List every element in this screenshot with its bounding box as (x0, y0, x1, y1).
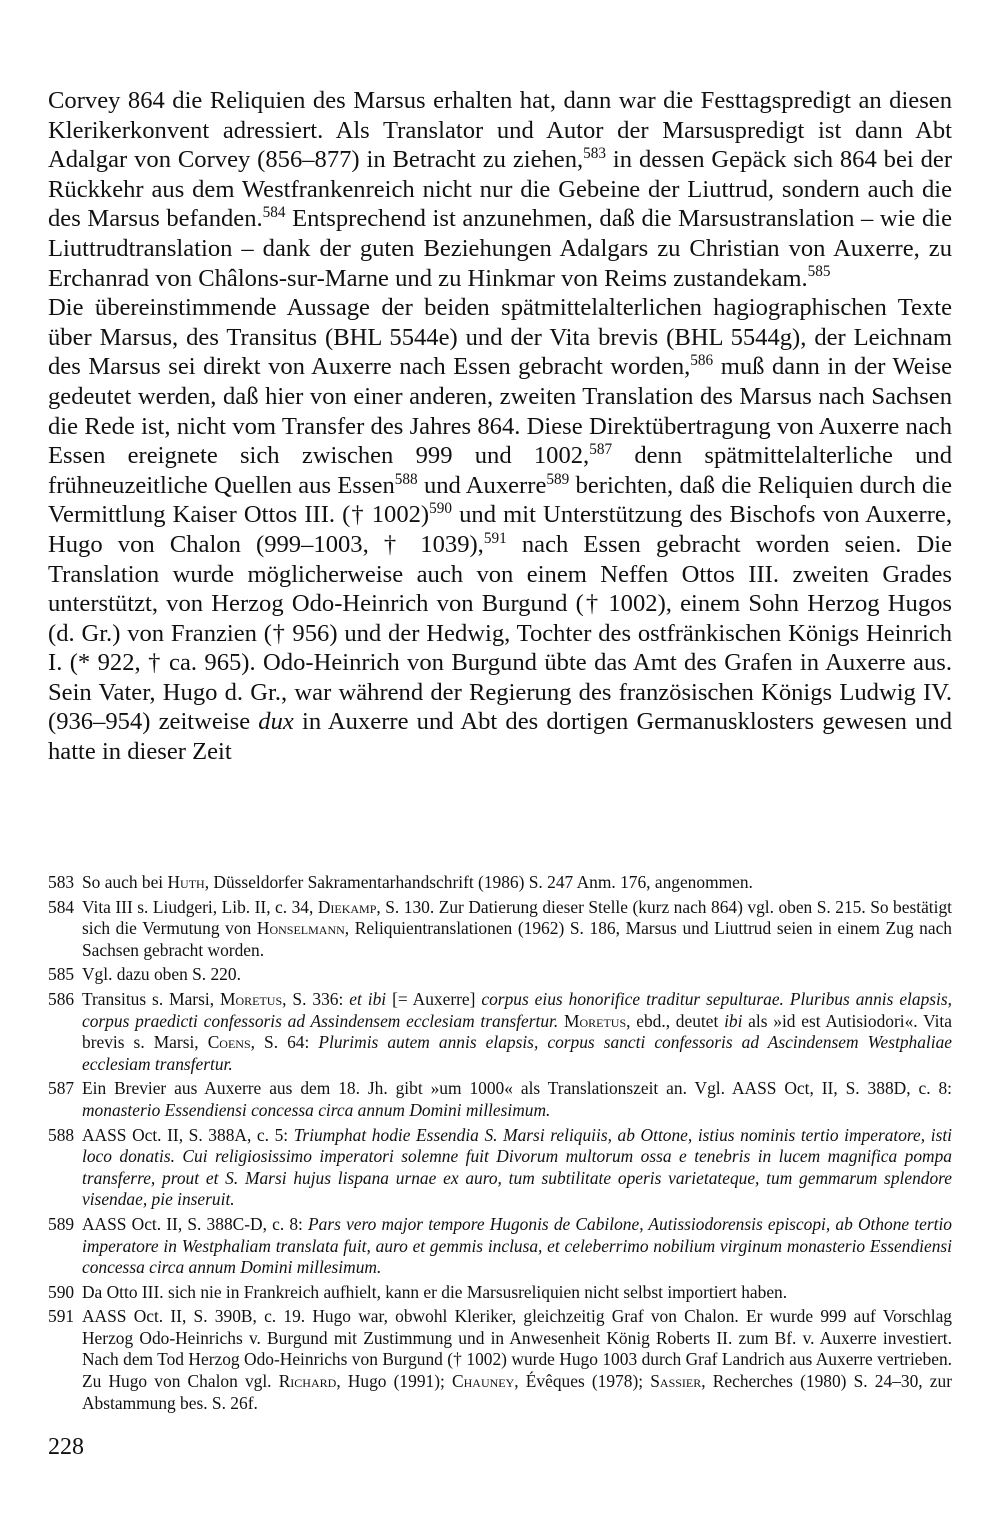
body-text: in dessen Gepäck sich 864 bei der Rückkehr aus dem Westfrankenreich nicht nur die Gebeine der Liuttrud, sondern auch die des Marsus befanden. (48, 146, 953, 233)
footnote-text: , Recherches (1980) S. 24–30, zur Abstammung bes. S. 26f. (82, 1371, 953, 1413)
footnote-ref: 591 (483, 529, 507, 547)
footnote-text: als »id est Autisiodori«. Vita brevis s. Marsi, (82, 1010, 952, 1053)
footnote-text: AASS Oct. II, S. 388C-D, c. 8: (82, 1213, 309, 1234)
body-text: und mit Unterstützung des Bischofs von Auxerre, Hugo von Chalon (999–1003, † 1039), (48, 501, 952, 558)
author-name: Coens (207, 1032, 251, 1053)
body-text: Die übereinstimmende Aussage der beiden spätmittelalterlichen hagiographischen Texte über Marsus, des Transitus (BHL 5544e) und der Vita brevis (BHL 5544g), der Leichnam des Marsus sei direkt von Auxerre nach Essen gebracht worden, (48, 294, 952, 381)
author-name: Chauney (452, 1371, 515, 1392)
footnote-text: , Hugo (1991); (336, 1371, 453, 1392)
latin-quote: Triumphat hodie Essendia S. Marsi reliquiis, ab Ottone, istius nominis tertio imperatore, isti loco donatis. Cui religiosissimo imperatori solemne fuit Divorum multorum ossa e tenebris in lucem magnifica pompa transferre, prout et S. Marsi hujus lispana urnae ex auro, tum subtilitate operis varietateque, tum gemmarum splendore visendae, pie inseruit. (82, 1124, 952, 1210)
body-paragraph (48, 293, 952, 767)
footnote-text: , ebd., deutet (626, 1010, 725, 1031)
footnote-text: Vgl. dazu oben S. 220. (82, 964, 241, 985)
footnote-text: AASS Oct. II, S. 388A, c. 5: (82, 1124, 294, 1145)
footnote-text: , S. 336: (282, 988, 350, 1009)
footnote-number: 583 (48, 872, 75, 892)
footnote-ref: 584 (262, 204, 286, 222)
latin-quote: et ibi (349, 988, 387, 1009)
footnote-text: Vita III s. Liudgeri, Lib. II, c. 34, (82, 896, 318, 917)
footnote-ref: 585 (807, 263, 831, 281)
footnote-number: 585 (48, 964, 75, 985)
main-text (48, 86, 952, 767)
author-name: Huth (167, 872, 205, 892)
latin-quote: Pars vero major tempore Hugonis de Cabilone, Autissiodorensis episcopi, ab Othone tertio imperatore in Westphaliam translata fuit, auro et gemmis inclusa, et celeberrimo nobilium virginum monasterio Essendiensi concessa circa annum Domini millesimum. (82, 1213, 952, 1278)
footnote-text: So auch bei (82, 872, 168, 892)
footnote (48, 989, 952, 1075)
footnote (48, 1125, 952, 1211)
latin-quote: ibi (724, 1010, 743, 1031)
footnote (48, 964, 952, 986)
footnote-ref: 586 (690, 352, 714, 370)
footnote (48, 1306, 952, 1414)
author-name: Sassier (650, 1371, 702, 1392)
footnote-number: 589 (48, 1213, 75, 1234)
footnote-text: , Düsseldorfer Sakramentarhandschrift (1986) S. 247 Anm. 176, angenommen. (204, 872, 753, 892)
footnote-ref: 590 (429, 500, 452, 518)
body-text: muß dann in der Weise gedeutet werden, daß hier von einer anderen, zweiten Translation des Marsus nach Sachsen die Rede ist, nicht vom Transfer des Jahres 864. Diese Direktübertragung von Auxerre nach Essen ereignete sich zwischen 999 und 1002, (48, 353, 953, 470)
latin-quote: Plurimis autem annis elapsis, corpus sancti confessoris ad Ascindensem Westphaliae ecclesiam transfertur. (82, 1032, 952, 1074)
footnote-number: 590 (48, 1281, 75, 1302)
body-text: und Auxerre (417, 471, 547, 499)
body-text: in Auxerre und Abt des dortigen Germanusklosters gewesen und hatte in dieser Zeit (48, 708, 952, 766)
footnote (48, 872, 952, 894)
author-name: Moretus (220, 988, 283, 1009)
footnote-text: Ein Brevier aus Auxerre aus dem 18. Jh. gibt »um 1000« als Translationszeit an. Vgl. AASS Oct, II, S. 388D, c. 8: (82, 1078, 952, 1099)
footnote-number: 591 (48, 1306, 75, 1327)
footnote-ref: 588 (394, 470, 418, 488)
body-text: Entsprechend ist anzunehmen, daß die Marsustranslation – wie die Liuttrudtranslation – dank der guten Beziehungen Adalgars zu Christian von Auxerre, zu Erchanrad von Châlons-sur-Marne und zu Hinkmar von Reims zustandekam. (48, 205, 952, 292)
footnote-ref: 587 (589, 440, 613, 458)
footnote-text: Da Otto III. sich nie in Frankreich aufhielt, kann er die Marsusreliquien nicht selbst importiert haben. (82, 1281, 788, 1302)
author-name: Honselmann (256, 918, 345, 939)
page-number: 228 (48, 1434, 84, 1460)
footnote-ref: 589 (546, 470, 570, 488)
latin-quote: monasterio Essendiensi concessa circa annum Domini millesimum. (82, 1099, 551, 1120)
footnote (48, 897, 952, 962)
body-paragraph (48, 86, 952, 293)
footnote-ref: 583 (583, 145, 607, 162)
footnote-text: , S. 130. Zur Datierung dieser Stelle (kurz nach 864) vgl. oben S. 215. So bestätigt sich die Vermutung von (82, 896, 952, 939)
footnote-number: 588 (48, 1124, 75, 1145)
footnote-number: 586 (48, 988, 75, 1009)
footnote-text: AASS Oct. II, S. 390B, c. 19. Hugo war, obwohl Kleriker, gleichzeitig Graf von Chalon. Er wurde 999 auf Vorschlag Herzog Odo-Heinrichs v. Burgund mit Zustimmung und in Anwesenheit König Roberts II. zum Bf. v. Auxerre investiert. Nach dem Tod Herzog Odo-Heinrichs von Burgund († 1002) wurde Hugo 1003 durch Graf Landrich aus Auxerre vertrieben. Zu Hugo von Chalon vgl. (82, 1306, 952, 1392)
body-text: berichten, daß die Reliquien durch die Vermittlung Kaiser Ottos III. († 1002) (48, 471, 952, 529)
footnote-text: , Reliquientranslationen (1962) S. 186, Marsus und Liuttrud seien in einem Zug nach Sachsen gebracht worden. (82, 918, 953, 960)
footnote-text: , S. 64: (250, 1032, 319, 1053)
footnote-number: 584 (48, 896, 75, 917)
footnotes (48, 872, 952, 1417)
author-name: Richard (278, 1371, 337, 1392)
author-name: Moretus (563, 1010, 627, 1031)
body-text: Corvey 864 die Reliquien des Marsus erhalten hat, dann war die Festtagspredigt an diesen Klerikerkonvent adressiert. Als Translator und Autor der Marsuspredigt ist dann Abt Adalgar von Corvey (856–877) in Betracht zu ziehen, (48, 87, 952, 174)
footnote (48, 1282, 952, 1304)
footnote-number: 587 (48, 1078, 75, 1099)
italic-term: dux (258, 708, 294, 736)
body-text: nach Essen gebracht worden seien. Die Translation wurde möglicherweise auch von einem Neffen Ottos III. zweiten Grades unterstützt, von Herzog Odo-Heinrich von Burgund († 1002), einem Sohn Herzog Hugos (d. Gr.) von Franzien († 956) und der Hedwig, Tochter des ostfränkischen Königs Heinrich I. (* 922, † ca. 965). Odo-Heinrich von Burgund übte das Amt des Grafen in Auxerre aus. Sein Vater, Hugo d. Gr., war während der Regierung des französischen Königs Ludwig IV. (936–954) zeitweise (48, 530, 952, 736)
footnote-text: [= Auxerre] (386, 988, 482, 1009)
author-name: Diekamp (317, 896, 377, 917)
footnote-text: Transitus s. Marsi, (82, 988, 220, 1009)
latin-quote: corpus eius honorifice traditur sepulturae. Pluribus annis elapsis, corpus praedicti confessoris ad Assindensem ecclesiam transfertur. (82, 988, 952, 1031)
footnote-text: , Évêques (1978); (514, 1371, 651, 1392)
body-text: denn spätmittelalterliche und frühneuzeitliche Quellen aus Essen (48, 442, 953, 499)
footnote (48, 1214, 952, 1279)
footnote (48, 1078, 952, 1121)
